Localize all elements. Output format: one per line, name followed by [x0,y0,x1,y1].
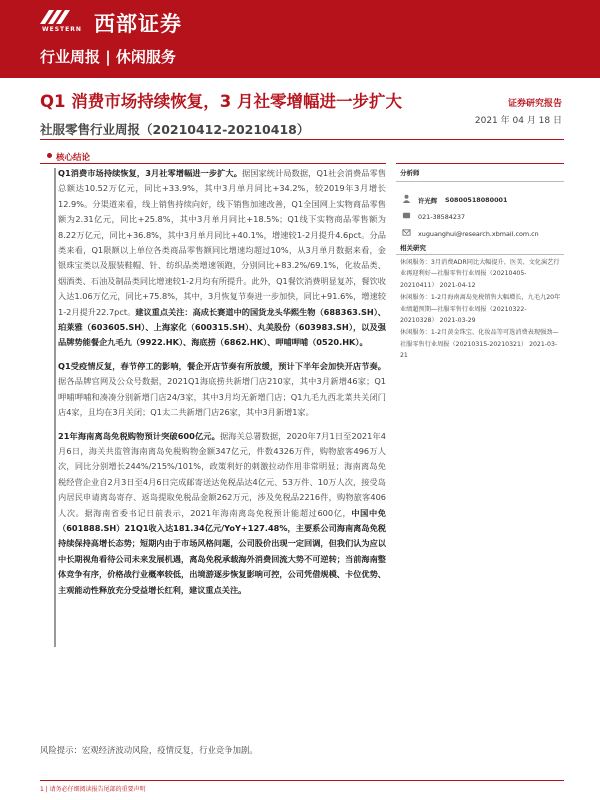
analyst-name: 许光辉 [418,197,438,205]
report-label: 证券研究报告 [507,99,562,109]
bold-run: Q1受疫情反复，春节停工的影响，餐企开店节奏有所放缓，预计下半年会加快开店节奏。 [58,360,386,371]
related-research-list [400,257,564,363]
report-subtitle: 社服零售行业周报（20210412-20210418） [40,122,310,137]
bullet-dot-icon [47,153,52,158]
divider [40,139,564,140]
related-item-date: 2021-04-12 [439,281,476,289]
phone-icon [402,211,411,220]
related-item-date: 2021-03-29 [439,317,476,325]
paragraph-1 [58,166,386,351]
text-run: 据海关总署数据，2020年7月1日至2021年4月6日，海关共监管海南离岛免税购物金额347亿元，件数4326万件，购物旅客496万人次，同比分别增长244%/215%/101%，政策利好的刺激拉动作用非常明显；海南离岛免税经营企业自2月3日至4月6日完成邮寄送达免税品达4亿元、53万件、10万人次，接受岛内居民申请离岛寄存、返岛提取免税品金额262万元，涉及免税品2216件，购物旅客406人次。据海南省委书记日前表示，2021年海南离岛免税预计能超过600亿， [58,430,386,518]
main-column [58,166,386,604]
person-icon [402,194,411,203]
paragraph-3 [58,429,386,598]
sidebar-divider [396,163,564,164]
paragraph-text [58,168,386,347]
sidebar-divider [396,181,564,182]
text-run: 据各品牌官网及公众号数据，2021Q1海底捞共新增门店210家，其中3月新增46家；Q1呷哺呷哺和凑凑分别新增门店24/3家，其中3月均无新增门店；Q1九毛九西北菜共关闭门店4家，且均在3月关闭；Q1太二共新增门店26家，其中3月新增1家。 [58,376,386,418]
section-heading: 核心结论 [56,153,91,163]
related-item-title: 休闲服务：1-2月黄金珠宝、化妆品等可选消费表现强劲—社服零售行业周报（20210315-20210321） [400,329,559,348]
analyst-cert: S0800518080001 [445,196,508,204]
sidebar-divider [396,254,564,255]
text-run: 据国家统计局数据，Q1社会消费品零售总额达10.52万亿元，同比+33.9%，其中3月单月同比+34.2%，较2019年3月增长12.9%。分渠道来看，线上销售持续向好，线下销售加速改善，Q1全国网上实物商品零售额为2.31亿元，同比+25.8%，其中3月单月同比+18.5%；Q1线下实物商品零售额为8.22万亿元，同比+36.8%，其中3月单月同比+40.1%，增速较1-2月提升4.6pct。分品类来看，Q1限额以上单位各类商品零售额同比增速均超过10%，从3月单月数据来看，金银珠宝类以及服装鞋帽、针、纺织品类增速领跑，分别同比+83.2%/69.1%，化妆品类、烟酒类、石油及制品类同比增速较1-2月均有所提升。此外，Q1餐饮消费明显复苏，餐饮收入达1.06万亿元，同比+75.8%，其中，3月恢复节奏进一步加快，同比+91.6%，增速较1-2月提升22.7pct。 [58,168,387,317]
footer-text: 1 | 请务必仔细阅读报告尾部的重要声明 [40,786,146,793]
analyst-phone: 021-38584237 [418,213,466,221]
analyst-heading: 分析师 [400,169,420,177]
bold-run: 中国中免（601888.SH）21Q1收入达181.34亿元/YoY+127.48%，主要系公司海南离岛免税持续保持高增长态势；短期内由于市场风格问题，公司股价出现一定回调，但我们认为应以中长期视角看待公司未来发展机遇，离岛免税承载海外消费回流大势不可逆转；当前海南整体竞争有序，价格战行业概率较低，出境游逐步恢复影响可控，公司凭借规模、卡位优势、主观能动性释放充分受益增长红利，建议重点关注。 [58,507,386,595]
paragraph-text [58,361,386,417]
paragraph-2 [58,359,386,421]
logo-cn: 西部证券 [94,12,182,36]
related-heading: 相关研究 [400,244,426,252]
footer-divider [40,780,564,781]
bold-run: 建议重点关注：高成长赛道中的国货龙头华熙生物（688363.SH）、珀莱雅（603605.SH）、上海家化（600315.SH）、丸美股份（603983.SH），以及强品牌势能餐企九毛九（9922.HK）、海底捞（6862.HK）、呷哺呷哺（0520.HK）。 [58,306,386,348]
section-divider [40,163,386,164]
bold-run: 21年海南离岛免税购物预计突破600亿元。 [58,430,220,441]
related-item[interactable] [400,292,564,326]
report-date: 2021 年 04 月 18 日 [474,116,562,126]
paragraph-bar [54,431,56,647]
western-logo-icon [40,10,76,24]
analyst-email[interactable]: xuguanghui@research.xbmail.com.cn [418,230,539,238]
logo-en: WESTERN [42,26,82,33]
related-item-title: 休闲服务：3月消费ADR同比大幅提升，医美、文化演艺行业再迎利好—社服零售行业周报（20210405-20210411） [400,259,560,289]
bold-run: Q1消费市场持续恢复，3月社零增幅进一步扩大。 [58,168,242,178]
related-item-date: 2021-03-21 [400,340,558,360]
related-item-title: 休闲服务：1-2月海南离岛免税销售大幅增长，九毛九20年业绩超预期—社服零售行业周报（20210322-20210328） [400,294,561,325]
risk-note: 风险提示：宏观经济波动风险，疫情反复，行业竞争加剧。 [40,745,258,755]
paragraph-bar [54,361,56,437]
report-type: 行业周报 | 休闲服务 [40,48,176,66]
related-item[interactable] [400,257,564,291]
related-item[interactable] [400,327,564,361]
paragraph-text [58,431,386,595]
page-title: Q1 消费市场持续恢复，3 月社零增幅进一步扩大 [40,92,402,111]
email-icon [402,228,411,237]
